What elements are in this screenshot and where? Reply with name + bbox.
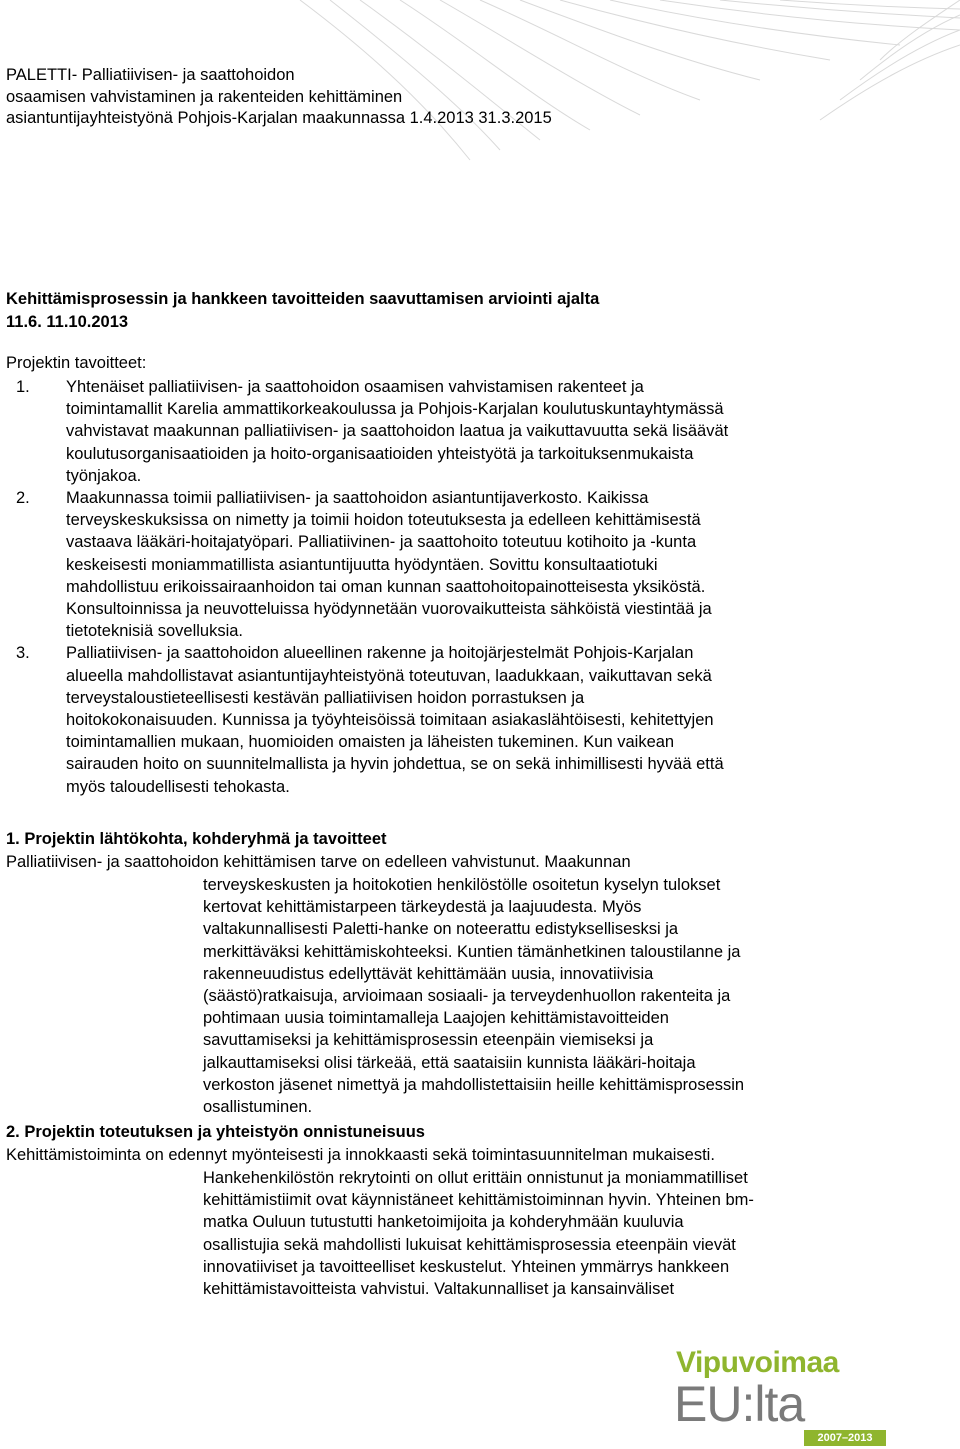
goal-item bbox=[6, 487, 906, 642]
goal-text-line: vahvistavat maakunnan palliatiivisen- ja saattohoidon laatua ja vaikuttavuutta sekä lisäävät bbox=[66, 422, 729, 441]
section-text-line: innovatiiviset ja tavoitteelliset keskustelut. Yhteinen ymmärrys hankkeen bbox=[203, 1257, 730, 1276]
goal-text-line: Konsultoinnissa ja neuvotteluissa hyödynnetään vuorovaikutteista sähköistä viestintää ja bbox=[66, 600, 712, 619]
section-text-line: osallistuminen. bbox=[203, 1098, 313, 1117]
section-text-line: kertovat kehittämistarpeen tärkeydestä ja laajuudesta. Myös bbox=[203, 898, 642, 917]
logo-years-badge: 2007–2013 bbox=[804, 1430, 886, 1446]
section-heading: 1. Projektin lähtökohta, kohderyhmä ja tavoitteet bbox=[6, 830, 387, 848]
goal-text-line: hoitokokonaisuuden. Kunnissa ja työyhteisöissä toimitaan asiakaslähtöisesti, kehitettyjen bbox=[66, 711, 714, 730]
header-line: PALETTI- Palliatiivisen- ja saattohoidon bbox=[6, 66, 295, 84]
section-heading: 2. Projektin toteutuksen ja yhteistyön onnistuneisuus bbox=[6, 1123, 425, 1141]
goal-text-line: terveystaloustieteellisesti kestävän palliatiivisen hoidon porrastuksen ja bbox=[66, 688, 585, 707]
goal-text-line: vastaava lääkäri-hoitajatyöpari. Palliatiivinen- ja saattohoito toteutuu kotihoito ja -kunta bbox=[66, 533, 697, 552]
goal-text-line: terveyskeskuksissa on nimetty ja toimii hoidon toteutuksesta ja edelleen kehittämisestä bbox=[66, 511, 701, 530]
decorative-curves bbox=[0, 0, 960, 300]
goal-text-line: toimintamallit Karelia ammattikorkeakoulussa ja Pohjois-Karjalan koulutuskuntayhtymässä bbox=[66, 400, 724, 419]
section-text-line: merkittäväksi kehittämiskohteeksi. Kuntien tämänhetkinen taloustilanne ja bbox=[203, 942, 741, 961]
section-text-line: verkoston jäsenet nimettyä ja mahdollistettaisiin heille kehittämisprosessin bbox=[203, 1075, 745, 1094]
goal-number: 2. bbox=[16, 489, 30, 508]
goal-text-line: Maakunnassa toimii palliatiivisen- ja saattohoidon asiantuntijaverkosto. Kaikissa bbox=[66, 489, 649, 508]
goals-list bbox=[6, 376, 906, 798]
section-text-line: jalkauttamiseksi olisi tärkeää, että saataisiin kunnista lääkäri-hoitaja bbox=[203, 1053, 696, 1072]
logo-line-eu: EU:lta bbox=[674, 1376, 805, 1432]
evaluation-title bbox=[6, 288, 599, 334]
section-text-line: rakenneuudistus edellyttävät kehittämään uusia, innovatiivisia bbox=[203, 964, 654, 983]
goal-text-line: koulutusorganisaatioiden ja hoito-organisaatioiden yhteistyötä ja tarkoituksenmukaista bbox=[66, 444, 694, 463]
goal-text-line: myös taloudellisesti tehokasta. bbox=[66, 777, 290, 796]
section-text-line: pohtimaan uusia toimintamalleja Laajojen kehittämistavoitteiden bbox=[203, 1009, 669, 1028]
section-text-line: savuttamiseksi ja kehittämisprosessin eteenpäin viemiseksi ja bbox=[203, 1031, 654, 1050]
section-text-line: terveyskeskusten ja hoitokotien henkilöstölle osoitetun kyselyn tulokset bbox=[203, 876, 721, 894]
goal-text-line: työnjakoa. bbox=[66, 466, 142, 485]
section-body bbox=[203, 874, 744, 1118]
vipuvoimaa-eu-logo bbox=[676, 1346, 886, 1446]
goals-label: Projektin tavoitteet: bbox=[6, 354, 147, 372]
section-text-line: matka Ouluun tutustutti hanketoimijoita ja kohderyhmään kuuluvia bbox=[203, 1213, 684, 1232]
goal-text-line: tietoteknisiä sovelluksia. bbox=[66, 622, 244, 641]
goal-number: 3. bbox=[16, 644, 30, 663]
section-text-line: (säästö)ratkaisuja, arvioimaan sosiaali- ja terveydenhuollon rakenteita ja bbox=[203, 987, 731, 1006]
document-header bbox=[6, 65, 552, 130]
section-body bbox=[203, 1167, 754, 1300]
goal-number: 1. bbox=[16, 378, 30, 396]
logo-line-vipuvoimaa: Vipuvoimaa bbox=[676, 1346, 839, 1379]
goal-item bbox=[6, 642, 906, 797]
section-text-line: Hankehenkilöstön rekrytointi on ollut erittäin onnistunut ja moniammatilliset bbox=[203, 1169, 748, 1187]
goal-item bbox=[6, 376, 906, 487]
header-line: asiantuntijayhteistyönä Pohjois-Karjalan maakunnassa 1.4.2013 31.3.2015 bbox=[6, 109, 552, 127]
section-lead-text: Kehittämistoiminta on edennyt myönteisesti ja innokkaasti sekä toimintasuunnitelman mukaisesti. bbox=[6, 1146, 715, 1164]
goal-text-line: toimintamallien mukaan, huomioiden omaisten ja läheisten tukeminen. Kun vaikean bbox=[66, 733, 675, 752]
goal-text-line: Palliatiivisen- ja saattohoidon alueellinen rakenne ja hoitojärjestelmät Pohjois-Karjalan bbox=[66, 644, 694, 663]
evaluation-period: 11.6. 11.10.2013 bbox=[6, 313, 129, 331]
section-text-line: kehittämistiimit ovat käynnistäneet kehittämistoiminnan hyvin. Yhteinen bm- bbox=[203, 1191, 754, 1210]
section-text-line: osallistujia sekä mahdollisti lukuisat kehittämisprosessia eteenpäin vievät bbox=[203, 1235, 736, 1254]
goal-text-line: mahdollistuu erikoissairaanhoidon tai oman kunnan saattohoitopainotteisesta yksiköstä. bbox=[66, 577, 706, 596]
evaluation-title-line: Kehittämisprosessin ja hankkeen tavoitteiden saavuttamisen arviointi ajalta bbox=[6, 290, 600, 308]
goal-text-line: keskeisesti moniammatillista asiantuntijuutta hyödyntäen. Sovittu konsultaatiotuki bbox=[66, 555, 658, 574]
goal-text-line: Yhtenäiset palliatiivisen- ja saattohoidon osaamisen vahvistamisen rakenteet ja bbox=[66, 378, 644, 396]
section-lead-text: Palliatiivisen- ja saattohoidon kehittämisen tarve on edelleen vahvistunut. Maakunnan bbox=[6, 853, 631, 871]
header-line: osaamisen vahvistaminen ja rakenteiden kehittäminen bbox=[6, 87, 403, 106]
section-text-line: kehittämistavoitteista vahvistui. Valtakunnalliset ja kansainväliset bbox=[203, 1280, 675, 1299]
goal-text-line: alueella mahdollistavat asiantuntijayhteistyönä toteutuvan, laadukkaan, vaikuttavan sekä bbox=[66, 666, 712, 685]
goal-text-line: sairauden hoito on suunnitelmallista ja hyvin johdettua, se on sekä inhimillisesti hyvää että bbox=[66, 755, 724, 774]
section-text-line: valtakunnallisesti Paletti-hanke on noteerattu edistyksellisesksi ja bbox=[203, 920, 679, 939]
